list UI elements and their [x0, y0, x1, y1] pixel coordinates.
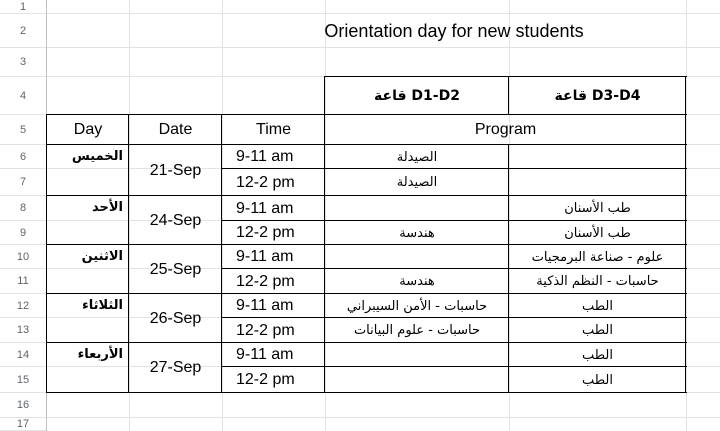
table-border-vertical [685, 114, 686, 393]
program-d3-d4-cell[interactable] [509, 169, 686, 196]
time-cell[interactable]: 12-2 pm [236, 321, 295, 339]
day-cell[interactable]: الاثنين [81, 249, 123, 264]
table-border-horizontal [222, 268, 687, 269]
table-border-horizontal [47, 342, 687, 343]
table-border-vertical [324, 76, 325, 115]
hall-d3-d4-header[interactable]: قاعة D3-D4 [554, 88, 641, 104]
time-cell[interactable]: 9-11 am [236, 199, 294, 217]
program-d3-d4-cell[interactable]: الطب [581, 323, 613, 338]
row-number[interactable]: 8 [0, 196, 46, 221]
program-d3-d4-cell[interactable]: الطب [581, 347, 613, 363]
day-cell[interactable]: الأحد [91, 200, 123, 215]
row-number[interactable]: 9 [0, 221, 46, 245]
day-cell[interactable]: الثلاثاء [82, 298, 123, 313]
program-d1-d2-cell[interactable]: الصيدلة [396, 175, 438, 190]
program-d3-d4-cell[interactable]: الطب [581, 372, 613, 388]
table-border-horizontal [47, 244, 687, 245]
table-border-vertical [46, 114, 47, 393]
sheet-title[interactable]: Orientation day for new students [324, 20, 584, 41]
program-d3-d4-cell[interactable]: الطب [581, 298, 613, 314]
table-border-horizontal [222, 317, 687, 318]
row-number[interactable]: 15 [0, 367, 46, 393]
row-number[interactable]: 2 [0, 14, 46, 48]
program-d1-d2-cell[interactable]: الصيدلة [396, 149, 438, 165]
row-number[interactable]: 11 [0, 269, 46, 294]
row-number[interactable]: 4 [0, 77, 46, 115]
time-cell[interactable]: 9-11 am [236, 297, 294, 314]
table-border-vertical [508, 144, 509, 393]
program-d1-d2-cell[interactable]: حاسبات - علوم البيانات [353, 323, 481, 338]
table-border-horizontal [47, 114, 687, 115]
table-border-horizontal [47, 293, 687, 294]
row-number[interactable]: 17 [0, 418, 46, 431]
table-border-vertical [221, 114, 222, 393]
table-border-horizontal [222, 168, 687, 169]
program-d1-d2-cell[interactable] [325, 245, 509, 269]
row-number[interactable]: 13 [0, 318, 46, 343]
hall-d1-d2-header[interactable]: قاعة D1-D2 [374, 88, 460, 104]
table-border-vertical [128, 114, 129, 393]
program-d3-d4-cell[interactable]: علوم - صناعة البرمجيات [531, 249, 664, 265]
table-border-horizontal [222, 220, 687, 221]
time-cell[interactable]: 9-11 am [236, 248, 294, 265]
day-cell[interactable]: الخميس [71, 149, 123, 164]
date-cell[interactable]: 25-Sep [149, 260, 202, 278]
table-border-horizontal [47, 144, 687, 145]
date-cell[interactable]: 26-Sep [149, 309, 202, 327]
header-program[interactable]: Program [474, 121, 537, 138]
program-d3-d4-cell[interactable]: طب الأسنان [564, 201, 631, 216]
time-cell[interactable]: 12-2 pm [236, 224, 295, 241]
time-cell[interactable]: 9-11 am [236, 148, 294, 165]
table-border-vertical [685, 76, 686, 115]
time-cell[interactable]: 12-2 pm [236, 371, 295, 388]
row-number[interactable]: 10 [0, 245, 46, 269]
table-border-vertical [508, 76, 509, 115]
time-cell[interactable]: 12-2 pm [236, 272, 295, 290]
date-cell[interactable]: 27-Sep [149, 359, 202, 376]
row-number[interactable]: 1 [0, 0, 46, 14]
program-d3-d4-cell[interactable]: طب الأسنان [564, 225, 631, 241]
table-border-vertical [324, 114, 325, 393]
program-d1-d2-cell[interactable] [325, 343, 509, 367]
program-d3-d4-cell[interactable]: حاسبات - النظم الذكية [536, 274, 659, 289]
row-number[interactable]: 16 [0, 393, 46, 418]
row-number[interactable]: 6 [0, 145, 46, 169]
program-d1-d2-cell[interactable]: حاسبات - الأمن السيبراني [346, 298, 488, 314]
program-d3-d4-cell[interactable] [509, 145, 686, 169]
row-number[interactable]: 5 [0, 115, 46, 145]
date-cell[interactable]: 24-Sep [149, 211, 202, 229]
gridline-horizontal [47, 417, 720, 418]
table-border-horizontal [222, 366, 687, 367]
header-day[interactable]: Day [73, 121, 103, 138]
header-date[interactable]: Date [158, 121, 193, 138]
time-cell[interactable]: 12-2 pm [236, 173, 295, 191]
table-border-horizontal [47, 392, 687, 393]
day-cell[interactable]: الأربعاء [77, 347, 123, 362]
row-number[interactable]: 14 [0, 343, 46, 367]
table-border-horizontal [325, 76, 687, 77]
table-border-horizontal [47, 195, 687, 196]
row-number[interactable]: 12 [0, 294, 46, 318]
program-d1-d2-cell[interactable]: هندسة [399, 225, 435, 241]
row-number[interactable]: 3 [0, 48, 46, 77]
program-d1-d2-cell[interactable] [325, 367, 509, 393]
row-number[interactable]: 7 [0, 169, 46, 196]
date-cell[interactable]: 21-Sep [149, 161, 202, 179]
time-cell[interactable]: 9-11 am [236, 346, 294, 363]
program-d1-d2-cell[interactable] [325, 196, 509, 221]
header-time[interactable]: Time [256, 121, 291, 138]
program-d1-d2-cell[interactable]: هندسة [399, 274, 435, 289]
